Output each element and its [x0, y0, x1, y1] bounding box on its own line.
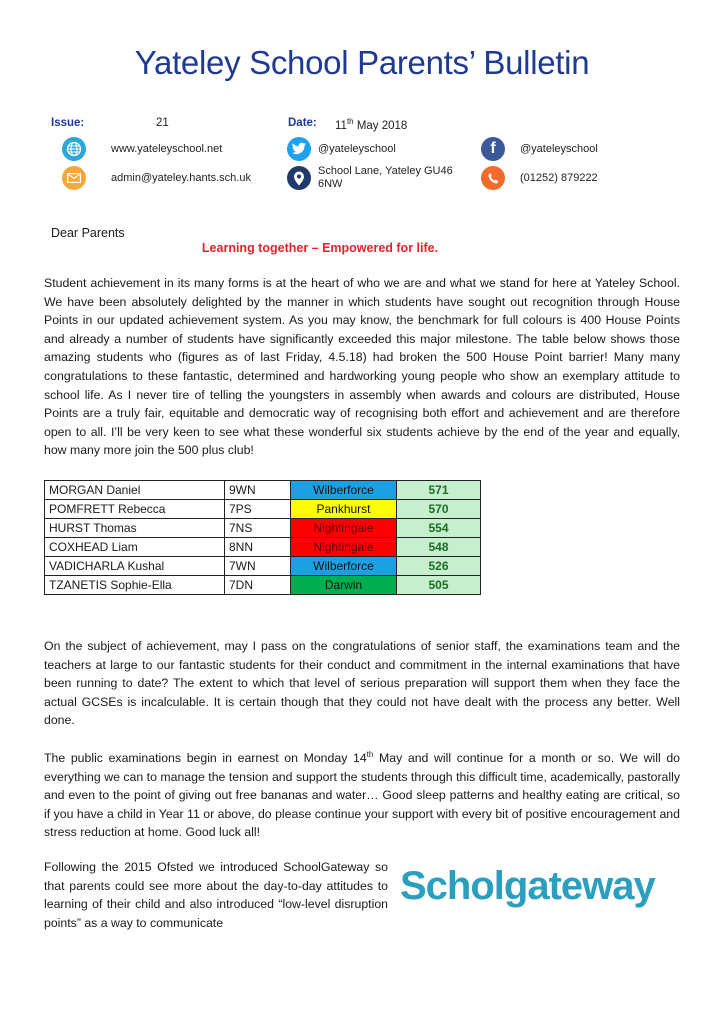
- form-group: 8NN: [225, 538, 291, 557]
- logo-part-3: lgateway: [493, 864, 655, 908]
- house-points: 554: [397, 519, 481, 538]
- house-points: 548: [397, 538, 481, 557]
- website-link[interactable]: www.yateleyschool.net: [111, 143, 223, 155]
- envelope-icon: [62, 166, 86, 190]
- address-line-1: School Lane, Yateley GU46: [318, 165, 453, 177]
- phone-icon: [481, 166, 505, 190]
- logo-part-1: Sch: [400, 864, 471, 908]
- student-name: HURST Thomas: [45, 519, 225, 538]
- student-name: VADICHARLA Kushal: [45, 557, 225, 576]
- house-name: Nightingale: [291, 519, 397, 538]
- table-row: [45, 576, 481, 595]
- form-group: 9WN: [225, 481, 291, 500]
- paragraph-schoolgateway: Following the 2015 Ofsted we introduced SchoolGateway so that parents could see more about the day-to-day attitudes to learning of their child and also introduced “low-level disruption points” as a way to communicate: [44, 860, 388, 930]
- house-points: 570: [397, 500, 481, 519]
- logo-part-2: o: [470, 864, 494, 908]
- paragraph-congratulations: On the subject of achievement, may I pass on the congratulations of senior staff, the examinations team and the teachers at large to our fantastic students for their conduct and commitment in the internal examinations that have been running to date? The extent to which that level of serious preparation will support them when they face the actual GCSEs is incalculable. It is certain though that they could not have dealt with the process any better. Well done.: [44, 639, 680, 728]
- form-group: 7DN: [225, 576, 291, 595]
- table-row: [45, 519, 481, 538]
- globe-icon: [62, 137, 86, 161]
- house-points-table: [44, 480, 481, 595]
- house-name: Darwin: [291, 576, 397, 595]
- date-rest: May 2018: [353, 119, 408, 132]
- student-name: COXHEAD Liam: [45, 538, 225, 557]
- table-row: [45, 538, 481, 557]
- date-day: 11: [335, 119, 347, 132]
- facebook-icon: f: [481, 137, 505, 161]
- house-points: 526: [397, 557, 481, 576]
- twitter-handle[interactable]: @yateleyschool: [318, 143, 396, 155]
- house-name: Wilberforce: [291, 557, 397, 576]
- email-link[interactable]: admin@yateley.hants.sch.uk: [111, 172, 251, 184]
- facebook-handle[interactable]: @yateleyschool: [520, 143, 598, 155]
- schoolgateway-logo: [400, 864, 655, 909]
- student-name: POMFRETT Rebecca: [45, 500, 225, 519]
- house-points: 571: [397, 481, 481, 500]
- paragraph-exams: [44, 749, 680, 842]
- school-motto: Learning together – Empowered for life.: [201, 241, 439, 255]
- student-name: MORGAN Daniel: [45, 481, 225, 500]
- twitter-icon: [287, 137, 311, 161]
- paragraph-achievement: Student achievement in its many forms is at the heart of who we are and what we stand for here at Yateley School. We have been absolutely delighted by the manner in which students have sought out recognition through House Points in our updated achievement system. As you may know, the benchmark for full colours is 400 House Points and already a number of students have significantly exceeded this major milestone. The table below shows those amazing students who (figures as of last Friday, 4.5.18) had broken the 500 House Point barrier! Many many congratulations to these fantastic, determined and hardworking young people who show an exemplary attitude to school life. As I never tire of telling the youngsters in assembly when awards and colours are distributed, House Points are a truly fair, equitable and democratic way of recognising both effort and achievement and are therefore open to all. I’ll be very keen to see what these wonderful six students achieve by the end of the year and equally, how many more join the 500 plus club!: [44, 276, 680, 458]
- table-row: [45, 481, 481, 500]
- house-points: 505: [397, 576, 481, 595]
- table-row: [45, 557, 481, 576]
- exams-day-suffix: th: [366, 749, 374, 759]
- date-label: Date:: [288, 117, 317, 129]
- form-group: 7NS: [225, 519, 291, 538]
- form-group: 7PS: [225, 500, 291, 519]
- form-group: 7WN: [225, 557, 291, 576]
- location-pin-icon: [287, 166, 311, 190]
- date-value: [335, 117, 407, 132]
- exams-text-b: May and will continue for a month or so. We will do everything we can to manage the tension and support the students through this difficult time, academically, pastorally and even to the point of giving out free bananas and water… Good sleep patterns and healthy eating are critical, so if you have a child in Year 11 or above, do please continue your support with every bit of positive encouragement and stress reduction at home. Good luck all!: [44, 751, 681, 840]
- student-name: TZANETIS Sophie-Ella: [45, 576, 225, 595]
- address: [318, 165, 453, 191]
- house-name: Wilberforce: [291, 481, 397, 500]
- phone-number[interactable]: (01252) 879222: [520, 172, 598, 184]
- exams-text-a: The public examinations begin in earnest on Monday 14: [44, 751, 367, 765]
- issue-label: Issue:: [51, 117, 85, 129]
- table-row: [45, 500, 481, 519]
- greeting: Dear Parents: [51, 226, 125, 240]
- house-name: Nightingale: [291, 538, 397, 557]
- address-line-2: 6NW: [318, 178, 343, 190]
- bulletin-title: Yateley School Parents’ Bulletin: [134, 44, 590, 81]
- date-suffix: th: [346, 117, 354, 126]
- issue-value: 21: [156, 117, 169, 129]
- house-name: Pankhurst: [291, 500, 397, 519]
